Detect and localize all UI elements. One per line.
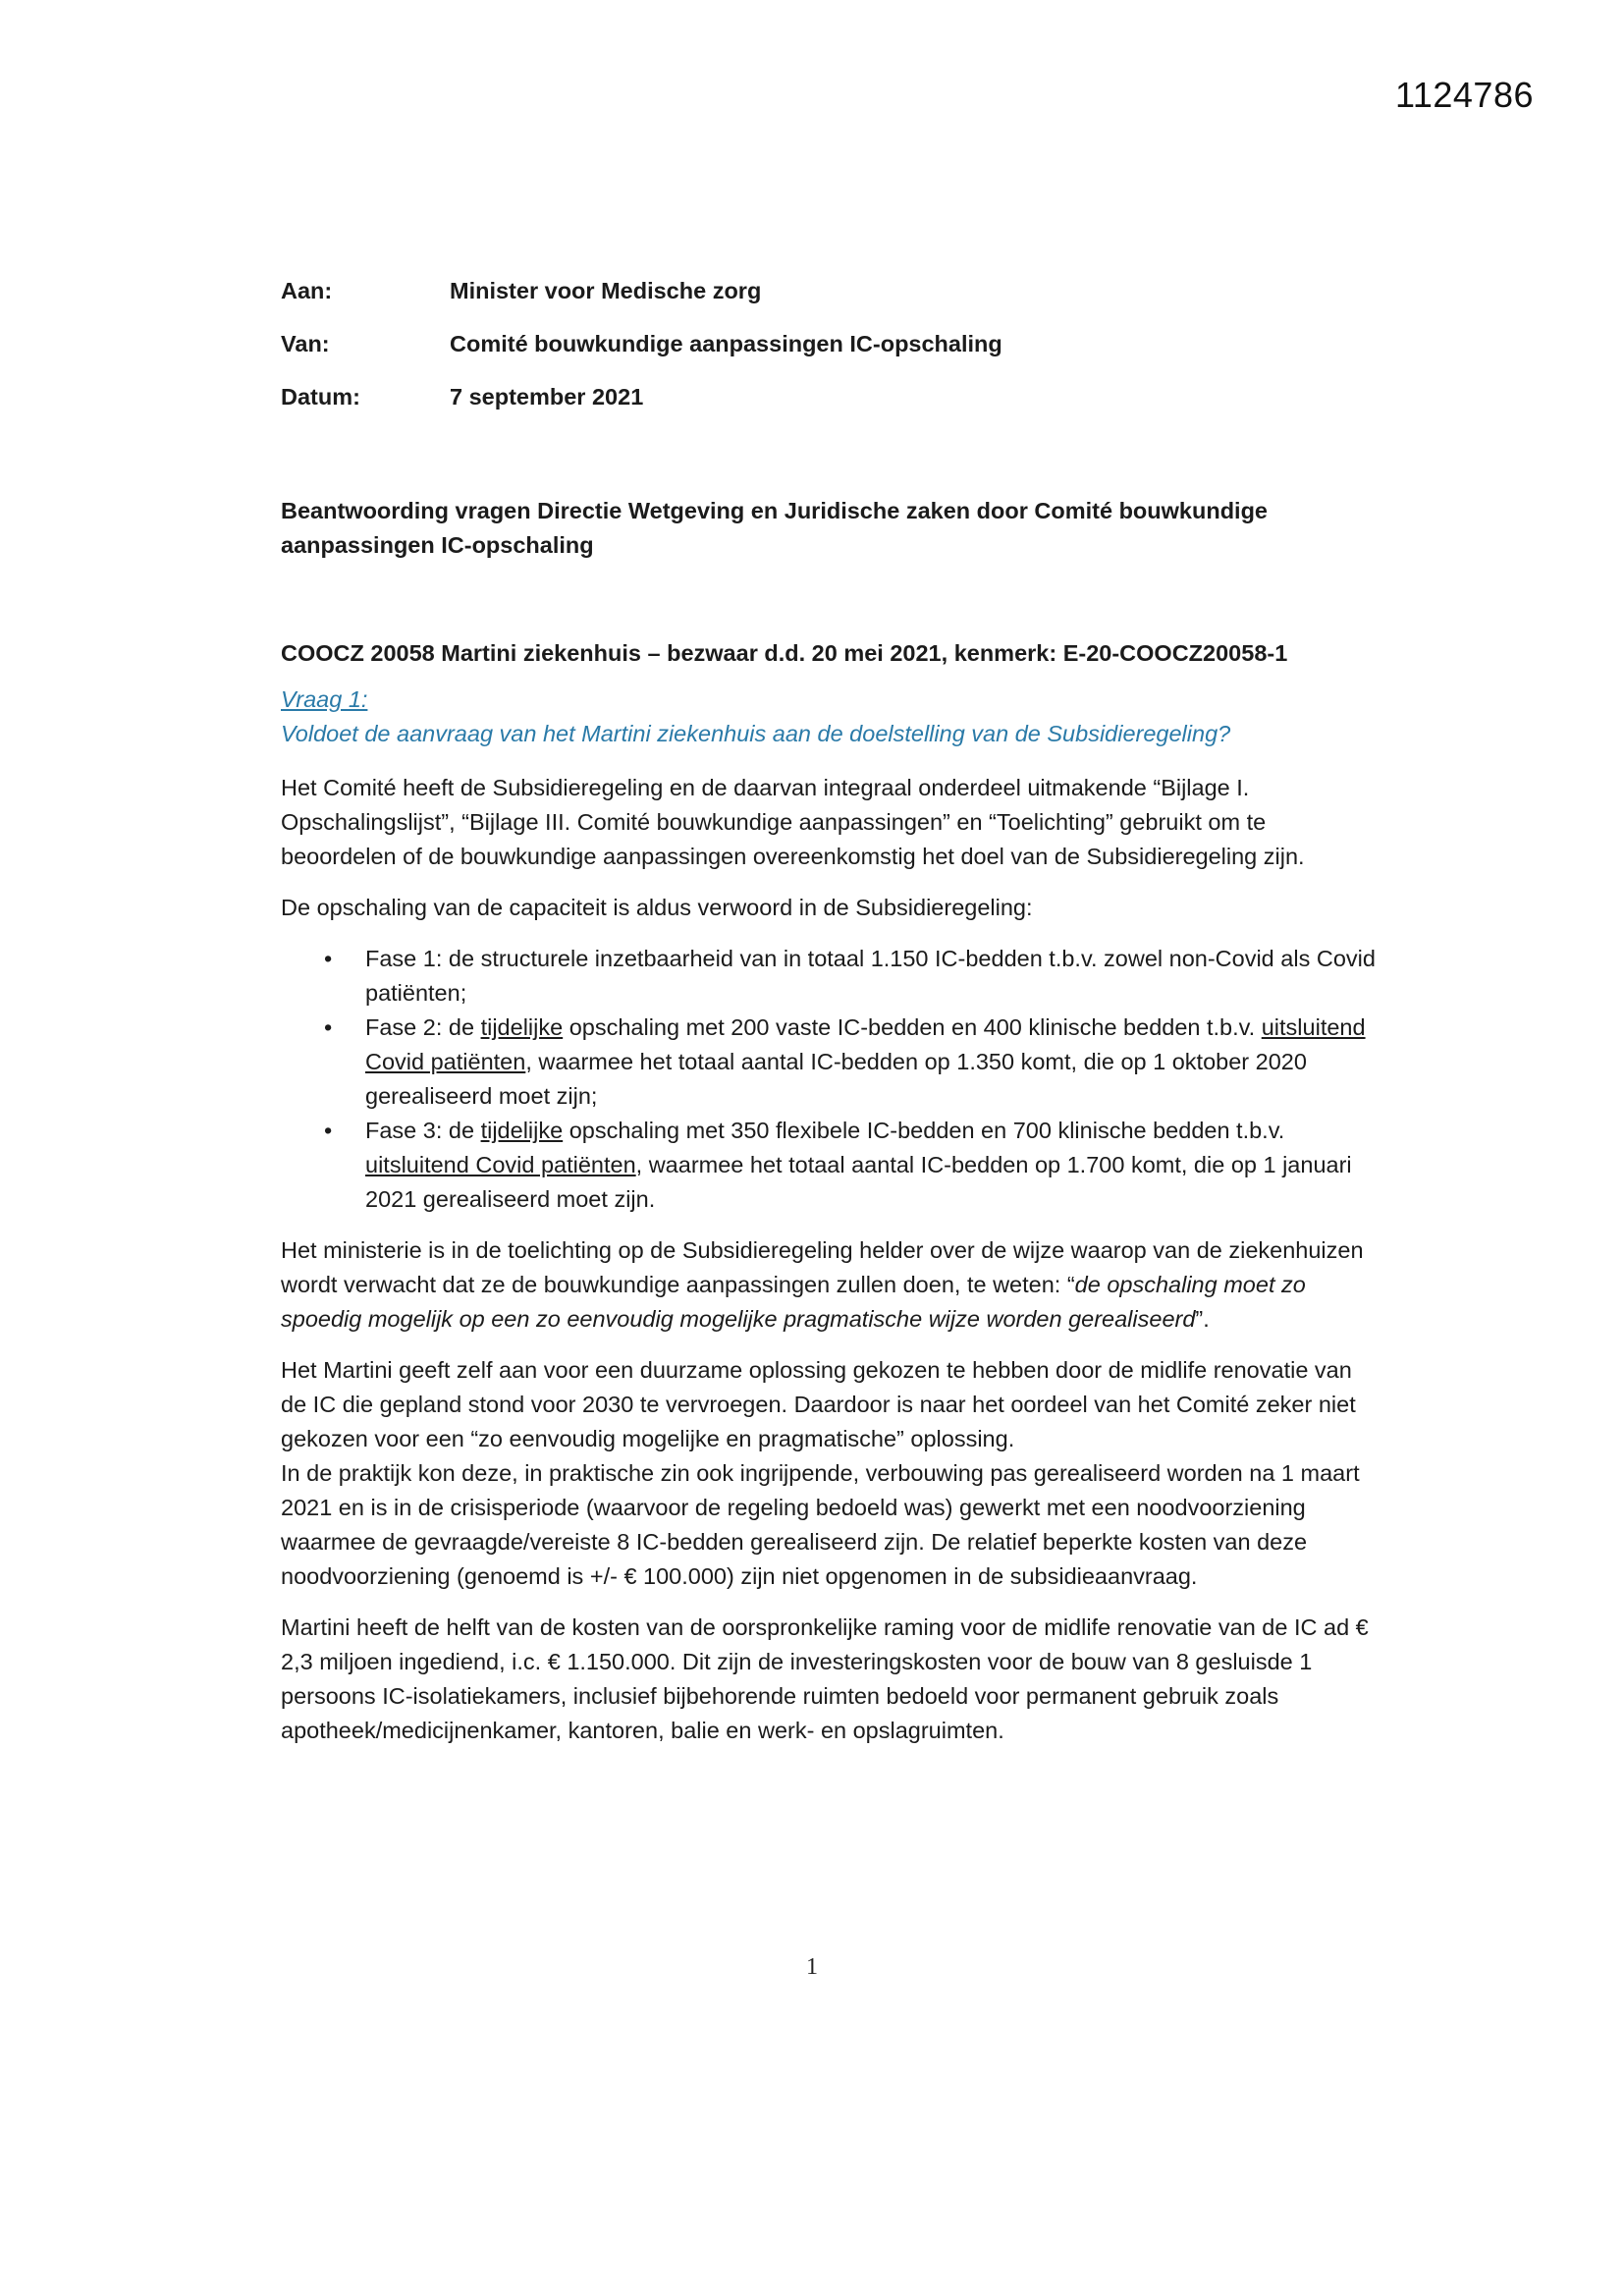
memo-from-value: Comité bouwkundige aanpassingen IC-opschaling xyxy=(450,331,1002,356)
paragraph-3 xyxy=(281,1233,1380,1337)
paragraph-4-part-2: In de praktijk kon deze, in praktische zin ook ingrijpende, verbouwing pas gerealiseerd worden na 1 maart 2021 en is in de crisisperiode (waarvoor de regeling bedoeld was) gewerkt met een noodvoorziening waarmee de gevraagde/vereiste 8 IC-bedden gerealiseerd zijn. De relatief beperkte kosten van deze noodvoorziening (genoemd is +/- € 100.000) zijn niet opgenomen in de subsidieaanvraag. xyxy=(281,1460,1360,1589)
phase-3-underline-covid: uitsluitend Covid patiënten xyxy=(365,1152,636,1177)
memo-to-label: Aan: xyxy=(281,278,333,303)
phase-1-text: Fase 1: de structurele inzetbaarheid van in totaal 1.150 IC-bedden t.b.v. zowel non-Covid als Covid patiënten; xyxy=(365,946,1376,1006)
phase-2-underline-covid: uitsluitend Covid patiënten xyxy=(365,1014,1366,1074)
phase-item-3 xyxy=(281,1114,1380,1217)
phase-3-text-c: , waarmee het totaal aantal IC-bedden op 1.700 komt, die op 1 januari 2021 gerealiseerd moet zijn. xyxy=(365,1152,1352,1212)
bullet-icon: • xyxy=(324,1118,333,1143)
document-id: 1124786 xyxy=(1395,75,1534,115)
question-label: Vraag 1: xyxy=(281,686,368,712)
memo-from-label: Van: xyxy=(281,331,330,356)
case-title: COOCZ 20058 Martini ziekenhuis – bezwaar d.d. 20 mei 2021, kenmerk: E-20-COOCZ20058-1 xyxy=(281,640,1288,666)
phase-3-text-b: opschaling met 350 flexibele IC-bedden en 700 klinische bedden t.b.v. xyxy=(563,1118,1285,1143)
document-body xyxy=(281,636,1380,1765)
paragraph-3-quote: de opschaling moet zo spoedig mogelijk op een zo eenvoudig mogelijke pragmatische wijze worden gerealiseerd xyxy=(281,1272,1306,1332)
memo-date-label: Datum: xyxy=(281,384,360,410)
document-subject: Beantwoording vragen Directie Wetgeving en Juridische zaken door Comité bouwkundige aanpassingen IC-opschaling xyxy=(281,498,1269,558)
memo-to-value: Minister voor Medische zorg xyxy=(450,278,762,303)
memo-header xyxy=(281,278,1002,437)
phase-list xyxy=(281,942,1380,1217)
page-number: 1 xyxy=(806,1954,818,1980)
phase-2-text-a: Fase 2: de xyxy=(365,1014,481,1040)
phase-2-underline-temporary: tijdelijke xyxy=(480,1014,564,1040)
bullet-icon: • xyxy=(324,946,333,971)
memo-row-from xyxy=(281,331,1002,384)
memo-date-value: 7 september 2021 xyxy=(450,384,644,410)
phase-3-underline-temporary: tijdelijke xyxy=(480,1118,564,1143)
paragraph-5: Martini heeft de helft van de kosten van de oorspronkelijke raming voor de midlife renovatie van de IC ad € 2,3 miljoen ingediend, i.c. € 1.150.000. Dit zijn de investeringskosten voor de bouw van 8 gesluisde 1 persoons IC-isolatiekamers, inclusief bijbehorende ruimten bedoeld voor permanent gebruik zoals apotheek/medicijnenkamer, kantoren, balie en werk- en opslagruimten. xyxy=(281,1614,1369,1743)
phase-3-text-a: Fase 3: de xyxy=(365,1118,481,1143)
phase-item-2 xyxy=(281,1011,1380,1114)
paragraph-3-end: ”. xyxy=(1195,1306,1210,1332)
phase-2-text-b: opschaling met 200 vaste IC-bedden en 400 klinische bedden t.b.v. xyxy=(563,1014,1262,1040)
paragraph-2: De opschaling van de capaciteit is aldus verwoord in de Subsidieregeling: xyxy=(281,895,1033,920)
phase-2-text-c: , waarmee het totaal aantal IC-bedden op 1.350 komt, die op 1 oktober 2020 gerealiseerd moet zijn; xyxy=(365,1049,1307,1109)
question-block xyxy=(281,683,1380,751)
bullet-icon: • xyxy=(324,1014,333,1040)
memo-row-to xyxy=(281,278,1002,331)
paragraph-3-start: Het ministerie is in de toelichting op de Subsidieregeling helder over de wijze waarop van de ziekenhuizen wordt verwacht dat ze de bouwkundige aanpassingen zullen doen, te weten: “ xyxy=(281,1237,1364,1297)
phase-item-1 xyxy=(281,942,1380,1011)
question-text: Voldoet de aanvraag van het Martini ziekenhuis aan de doelstelling van de Subsidieregeling? xyxy=(281,721,1231,746)
paragraph-1: Het Comité heeft de Subsidieregeling en de daarvan integraal onderdeel uitmakende “Bijlage I. Opschalingslijst”, “Bijlage III. Comité bouwkundige aanpassingen” en “Toelichting” gebruikt om te beoordelen of de bouwkundige aanpassingen overeenkomstig het doel van de Subsidieregeling zijn. xyxy=(281,775,1305,869)
memo-row-date xyxy=(281,384,1002,437)
paragraph-4-part-1: Het Martini geeft zelf aan voor een duurzame oplossing gekozen te hebben door de midlife renovatie van de IC die gepland stond voor 2030 te vervroegen. Daardoor is naar het oordeel van het Comité zeker niet gekozen voor een “zo eenvoudig mogelijke en pragmatische” oplossing. xyxy=(281,1357,1356,1451)
paragraph-4 xyxy=(281,1353,1380,1594)
